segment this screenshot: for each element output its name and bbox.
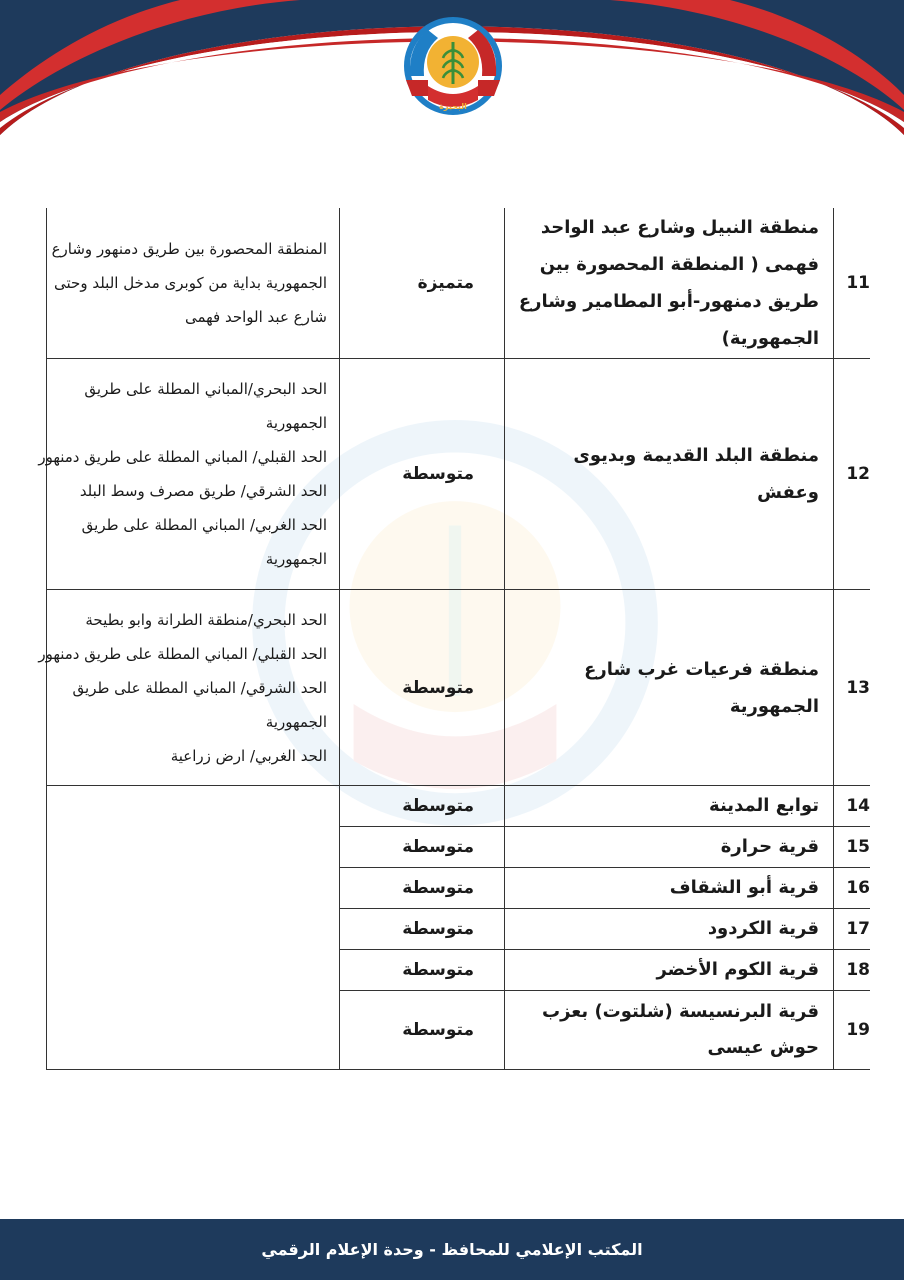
zone-class: متوسطة: [340, 786, 505, 827]
row-number: 15: [834, 827, 871, 868]
zone-bounds: المنطقة المحصورة بين طريق دمنهور وشارع الجمهورية بداية من كوبرى مدخل البلد وحتى شارع عبد الواحد فهمى: [47, 208, 340, 359]
row-number: 18: [834, 950, 871, 991]
table-row: [47, 786, 871, 827]
row-number: 16: [834, 868, 871, 909]
zone-class: متوسطة: [340, 991, 505, 1070]
zones-table: [38, 208, 870, 1070]
zone-class: متوسطة: [340, 909, 505, 950]
zone-name: قرية أبو الشقاف: [505, 868, 834, 909]
zone-class: متوسطة: [340, 827, 505, 868]
zone-bounds-empty: [47, 786, 340, 1070]
table-row: [47, 590, 871, 786]
zone-bounds: الحد البحري/المباني المطلة على طريق الجمهورية الحد القبلي/ المباني المطلة على طريق دمنهور الحد الشرقي/ طريق مصرف وسط البلد الحد الغربي/ المباني المطلة على طريق الجمهورية: [47, 359, 340, 590]
zone-class: متميزة: [340, 208, 505, 359]
zone-bounds: الحد البحري/منطقة الطرانة وابو بطيحة الحد القبلي/ المباني المطلة على طريق دمنهور الحد الشرقي/ المباني المطلة على طريق الجمهورية الحد الغربي/ ارض زراعية: [47, 590, 340, 786]
row-number: 19: [834, 991, 871, 1070]
zone-name: قرية البرنسيسة (شلتوت) بعزب حوش عيسى: [505, 991, 834, 1070]
row-number: 12: [834, 359, 871, 590]
logo-caption: البحيرة: [439, 102, 467, 111]
zone-class: متوسطة: [340, 590, 505, 786]
zone-name: قرية الكوم الأخضر: [505, 950, 834, 991]
zone-class: متوسطة: [340, 868, 505, 909]
zone-name: منطقة فرعيات غرب شارع الجمهورية: [505, 590, 834, 786]
row-number: 11: [834, 208, 871, 359]
zone-name: قرية حرارة: [505, 827, 834, 868]
zone-name: منطقة النبيل وشارع عبد الواحد فهمى ( المنطقة المحصورة بين طريق دمنهور-أبو المطامير وشارع الجمهورية): [505, 208, 834, 359]
table-row: [47, 359, 871, 590]
zone-name: منطقة البلد القديمة وبديوى وعفش: [505, 359, 834, 590]
footer-text: المكتب الإعلامي للمحافظ - وحدة الإعلام الرقمي: [261, 1240, 643, 1259]
governorate-logo-icon: [398, 16, 508, 122]
zone-name: توابع المدينة: [505, 786, 834, 827]
footer-bar: [0, 1219, 904, 1280]
zone-name: قرية الكردود: [505, 909, 834, 950]
row-number: 14: [834, 786, 871, 827]
zone-class: متوسطة: [340, 359, 505, 590]
zone-class: متوسطة: [340, 950, 505, 991]
row-number: 13: [834, 590, 871, 786]
table-row: [47, 208, 871, 359]
row-number: 17: [834, 909, 871, 950]
